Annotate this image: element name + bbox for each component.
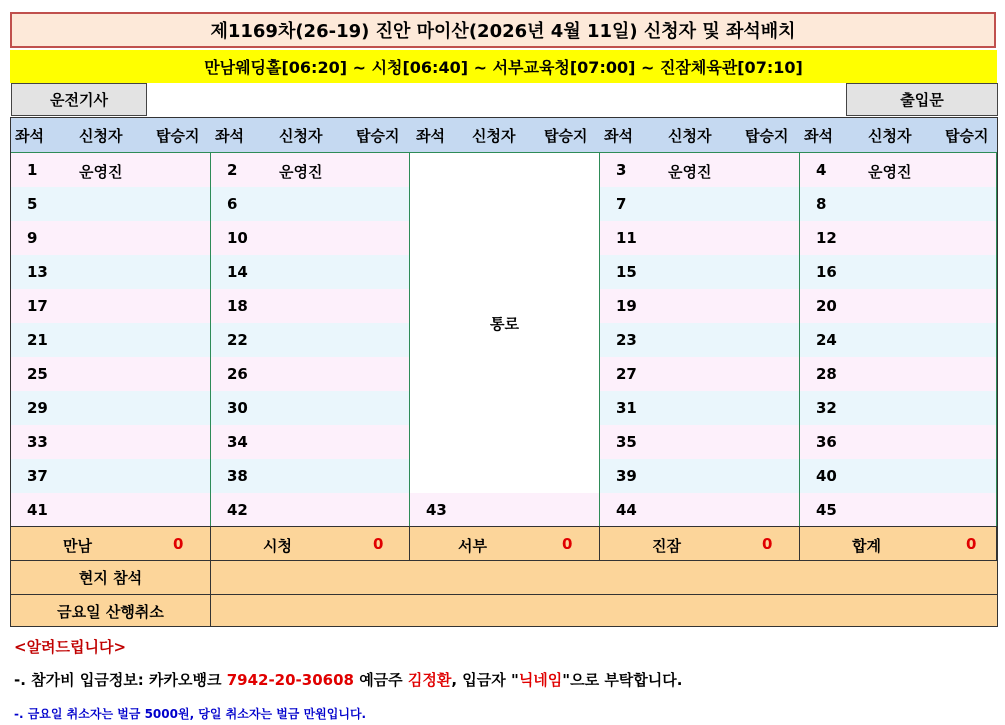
seat-row[interactable] [211, 255, 409, 289]
seat-row[interactable] [800, 289, 996, 323]
aisle-column [410, 152, 600, 526]
local-join-label: 현지 참석 [11, 561, 211, 594]
seat-row[interactable] [211, 187, 409, 221]
seat-number: 12 [816, 229, 837, 247]
seat-row[interactable] [600, 289, 799, 323]
seat-row[interactable] [211, 493, 409, 527]
seat-number: 6 [227, 195, 238, 213]
seat-row[interactable] [211, 425, 409, 459]
applicant-name: 운영진 [668, 163, 712, 181]
seat-number: 3 [616, 161, 627, 179]
summary-cell [11, 527, 211, 560]
summary-label: 진잠 [652, 537, 681, 555]
summary-row [11, 526, 997, 560]
seat-row[interactable] [11, 323, 210, 357]
summary-count: 0 [966, 535, 977, 553]
seat-number: 1 [27, 161, 38, 179]
seat-number: 44 [616, 501, 637, 519]
seat-number: 27 [616, 365, 637, 383]
applicant-name: 운영진 [79, 163, 123, 181]
seat-row[interactable] [410, 493, 599, 527]
header-seat: 좌석 [416, 126, 445, 145]
seat-row[interactable] [800, 187, 996, 221]
seat-row[interactable] [800, 221, 996, 255]
seat-number: 14 [227, 263, 248, 281]
seat-number: 25 [27, 365, 48, 383]
seat-row[interactable] [11, 153, 210, 187]
seat-row[interactable] [211, 153, 409, 187]
friday-cancel-row [11, 594, 997, 627]
seat-number: 30 [227, 399, 248, 417]
summary-count: 0 [373, 535, 384, 553]
header-applicant: 신청자 [79, 126, 123, 145]
seat-row[interactable] [11, 221, 210, 255]
header-seat: 좌석 [215, 126, 244, 145]
seat-row[interactable] [600, 187, 799, 221]
seat-row[interactable] [211, 357, 409, 391]
seat-row[interactable] [800, 391, 996, 425]
seat-row[interactable] [600, 493, 799, 527]
seat-row[interactable] [600, 459, 799, 493]
seat-row[interactable] [800, 425, 996, 459]
seat-row[interactable] [11, 425, 210, 459]
column-header [600, 118, 800, 152]
column-header [11, 118, 211, 152]
entrance-label: 출입문 [846, 83, 998, 116]
notice-text: , 입금자 " [451, 671, 519, 689]
seat-row[interactable] [600, 323, 799, 357]
seat-number: 28 [816, 365, 837, 383]
seat-number: 19 [616, 297, 637, 315]
seat-row[interactable] [800, 153, 996, 187]
seat-row[interactable] [11, 459, 210, 493]
seat-number: 16 [816, 263, 837, 281]
seat-number: 33 [27, 433, 48, 451]
applicant-name: 운영진 [868, 163, 912, 181]
seat-row[interactable] [211, 289, 409, 323]
seat-number: 41 [27, 501, 48, 519]
header-applicant: 신청자 [472, 126, 516, 145]
seat-number: 31 [616, 399, 637, 417]
summary-count: 0 [562, 535, 573, 553]
seat-row[interactable] [600, 255, 799, 289]
header-seat: 좌석 [604, 126, 633, 145]
seat-number: 37 [27, 467, 48, 485]
header-boarding: 탑승지 [945, 126, 989, 145]
notice-cancel-policy: -. 금요일 취소자는 벌금 5000원, 당일 취소자는 벌금 만원입니다. [14, 707, 367, 721]
notice-text: 예금주 [353, 671, 408, 689]
applicant-name: 운영진 [279, 163, 323, 181]
notice-payment [14, 669, 682, 690]
header-seat: 좌석 [15, 126, 44, 145]
header-boarding: 탑승지 [745, 126, 789, 145]
notice-title: <알려드립니다> [14, 638, 127, 656]
notice-text: -. 참가비 입금정보: 카카오뱅크 [14, 671, 227, 689]
seat-row[interactable] [600, 357, 799, 391]
seat-row[interactable] [800, 255, 996, 289]
seat-number: 39 [616, 467, 637, 485]
seat-number: 11 [616, 229, 637, 247]
account-holder: 김정환 [407, 671, 452, 689]
summary-label: 합계 [852, 537, 881, 555]
seat-number: 22 [227, 331, 248, 349]
seat-number: 23 [616, 331, 637, 349]
seat-number: 21 [27, 331, 48, 349]
seat-number: 26 [227, 365, 248, 383]
summary-cell [410, 527, 600, 560]
summary-count: 0 [762, 535, 773, 553]
header-boarding: 탑승지 [156, 126, 200, 145]
seat-grid [10, 117, 998, 627]
seat-row[interactable] [11, 493, 210, 527]
summary-label: 만남 [63, 537, 92, 555]
seat-number: 24 [816, 331, 837, 349]
summary-cell [211, 527, 410, 560]
seat-row[interactable] [11, 255, 210, 289]
seat-row[interactable] [11, 187, 210, 221]
seat-row[interactable] [600, 153, 799, 187]
seat-number: 36 [816, 433, 837, 451]
seat-number: 34 [227, 433, 248, 451]
seat-number: 35 [616, 433, 637, 451]
seat-row[interactable] [211, 323, 409, 357]
seat-number: 2 [227, 161, 238, 179]
seat-row[interactable] [600, 221, 799, 255]
header-seat: 좌석 [804, 126, 833, 145]
seat-row[interactable] [211, 221, 409, 255]
summary-cell [800, 527, 997, 560]
summary-label: 서부 [458, 537, 487, 555]
local-join-row [11, 560, 997, 594]
seat-row[interactable] [211, 459, 409, 493]
account-number: 7942-20-30608 [226, 671, 354, 689]
seat-number: 18 [227, 297, 248, 315]
seat-number: 10 [227, 229, 248, 247]
column-header [410, 118, 600, 152]
seat-column [800, 152, 997, 526]
seat-number: 9 [27, 229, 38, 247]
seat-number: 5 [27, 195, 38, 213]
header-applicant: 신청자 [868, 126, 912, 145]
seat-number: 43 [426, 501, 447, 519]
seat-number: 7 [616, 195, 627, 213]
seat-number: 42 [227, 501, 248, 519]
page-title: 제1169차(26-19) 진안 마이산(2026년 4월 11일) 신청자 및 좌석배치 [10, 12, 996, 48]
nickname-text: 닉네임 [518, 671, 563, 689]
seat-number: 29 [27, 399, 48, 417]
seat-number: 40 [816, 467, 837, 485]
seat-row[interactable] [211, 391, 409, 425]
seat-number: 4 [816, 161, 827, 179]
seat-row[interactable] [800, 459, 996, 493]
friday-cancel-label: 금요일 산행취소 [11, 595, 211, 627]
header-applicant: 신청자 [668, 126, 712, 145]
summary-label: 시청 [263, 537, 292, 555]
seat-number: 13 [27, 263, 48, 281]
header-boarding: 탑승지 [544, 126, 588, 145]
summary-count: 0 [173, 535, 184, 553]
column-header [211, 118, 410, 152]
seat-number: 15 [616, 263, 637, 281]
seat-row[interactable] [600, 425, 799, 459]
seat-row[interactable] [800, 357, 996, 391]
seat-number: 8 [816, 195, 827, 213]
seat-row[interactable] [11, 391, 210, 425]
seat-column [211, 152, 410, 526]
aisle-label: 통로 [490, 315, 519, 333]
column-header [800, 118, 997, 152]
seat-row[interactable] [800, 323, 996, 357]
route-schedule: 만남웨딩홀[06:20] ~ 시청[06:40] ~ 서부교육청[07:00] ~ 진잠체육관[07:10] [10, 50, 997, 83]
seat-row[interactable] [600, 391, 799, 425]
header-applicant: 신청자 [279, 126, 323, 145]
summary-cell [600, 527, 800, 560]
driver-label: 운전기사 [11, 83, 147, 116]
seat-column [11, 152, 211, 526]
seat-row[interactable] [800, 493, 996, 527]
seat-row[interactable] [11, 357, 210, 391]
notice-text: "으로 부탁합니다. [562, 671, 683, 689]
seat-column [600, 152, 800, 526]
seat-number: 32 [816, 399, 837, 417]
seat-row[interactable] [11, 289, 210, 323]
seat-number: 38 [227, 467, 248, 485]
seat-number: 20 [816, 297, 837, 315]
seat-number: 17 [27, 297, 48, 315]
seat-number: 45 [816, 501, 837, 519]
header-boarding: 탑승지 [356, 126, 400, 145]
